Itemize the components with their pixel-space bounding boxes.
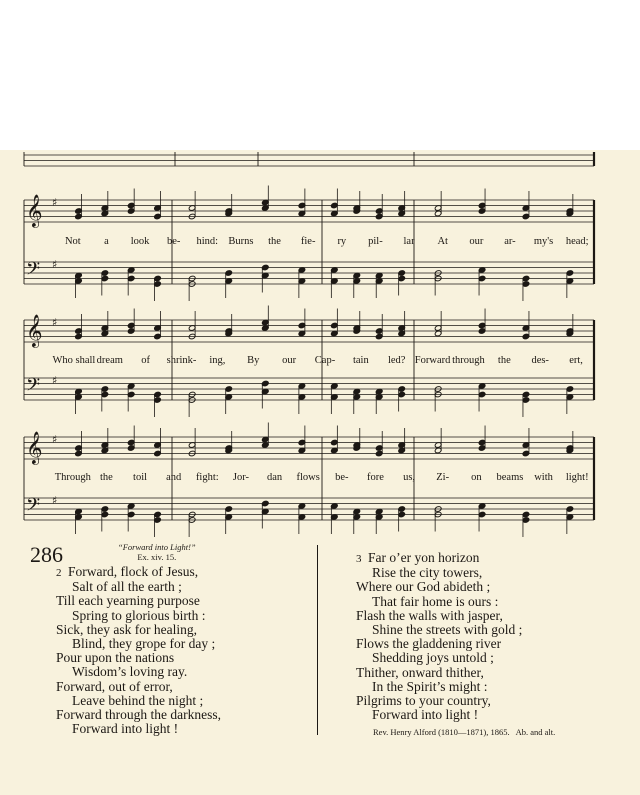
sharp-icon: ♯ — [52, 494, 58, 507]
lyric-syllable: des- — [531, 355, 549, 366]
lyric-syllable: and — [166, 472, 182, 483]
hymn-number: 286 — [30, 542, 63, 567]
lyric-syllable: dan — [266, 472, 283, 483]
treble-clef-icon: 𝄞 — [26, 314, 43, 347]
verse-line — [356, 595, 522, 609]
lyric-syllable: on — [471, 472, 482, 483]
lyric-syllable: ar- — [504, 236, 516, 247]
lyric-syllable: fight: — [195, 472, 219, 483]
verse-line — [356, 580, 522, 594]
verse-line-text: Forward, out of error, — [56, 678, 173, 694]
verse-line — [56, 565, 221, 580]
hymn-title: “Forward into Light!” — [118, 542, 196, 552]
verse-line-text: Forward into light ! — [372, 707, 479, 723]
lyric-syllable: Not — [64, 236, 81, 247]
verse-line — [56, 609, 221, 623]
verse-line-text: Sick, they ask for healing, — [56, 621, 197, 637]
verse-line-text: Forward, flock of Jesus, — [68, 564, 199, 579]
verse-line — [56, 708, 221, 722]
bass-clef-icon: 𝄢 — [26, 259, 41, 284]
verse-line-text: Thither, onward thither, — [356, 664, 484, 680]
verse-line-text: Forward into light ! — [72, 721, 179, 737]
verse-line-text: Spring to glorious birth : — [72, 607, 206, 623]
lyric-syllable: ry — [337, 236, 347, 247]
lyric-syllable: the — [100, 472, 113, 483]
verse-line — [356, 708, 522, 722]
verse-line — [56, 594, 221, 608]
lyric-syllable: our — [282, 355, 297, 366]
lyric-syllable: beams — [496, 472, 524, 483]
verse-line — [56, 722, 221, 736]
bass-clef-icon: 𝄢 — [26, 495, 41, 520]
verse-line — [356, 694, 522, 708]
verse-line-text: Where our God abideth ; — [356, 579, 491, 595]
lyric-syllable: fore — [366, 472, 384, 483]
lyric-syllable: Zi- — [436, 472, 450, 483]
verse-line-text: That fair home is ours : — [372, 593, 499, 609]
verse-line — [56, 580, 221, 594]
lyric-syllable: Who shall — [52, 355, 96, 366]
lyric-syllable: the — [497, 355, 511, 366]
verse-2 — [56, 565, 221, 736]
alteration-note: Ab. and alt. — [515, 727, 556, 737]
lyric-syllable: Jor- — [232, 472, 249, 483]
lyric-syllable: with — [534, 472, 553, 483]
lyric-syllable: hind: — [196, 236, 219, 247]
verse-line-text: Rise the city towers, — [372, 565, 483, 581]
verse-line-text: Forward through the darkness, — [56, 707, 221, 723]
lyric-syllable: ert, — [569, 355, 583, 366]
sharp-icon: ♯ — [52, 258, 58, 271]
verse-line — [356, 651, 522, 665]
verse-line — [56, 651, 221, 665]
verse-line — [356, 566, 522, 580]
column-divider — [317, 545, 318, 735]
lyric-syllable: head; — [565, 236, 589, 247]
sharp-icon: ♯ — [52, 316, 58, 329]
lyric-syllable: Forward — [414, 355, 451, 366]
verse-line-text: Wisdom’s loving ray. — [72, 664, 188, 680]
author-credit-text: Rev. Henry Alford (1810—1871), 1865. — [373, 727, 510, 737]
lyric-syllable: ing, — [209, 355, 226, 366]
lyric-syllable: flows — [296, 472, 320, 483]
lyric-syllable: Burns — [228, 236, 254, 247]
scripture-reference: Ex. xiv. 15. — [137, 552, 177, 562]
lyric-syllable: the — [268, 236, 281, 247]
verse-line — [356, 609, 522, 623]
verse-line-text: Far o’er yon horizon — [368, 550, 480, 565]
lyric-syllable: At — [437, 236, 448, 247]
verse-line — [56, 623, 221, 637]
verse-line-text: Pilgrims to your country, — [356, 693, 491, 709]
lyric-syllable: be- — [335, 472, 349, 483]
verse-line — [356, 680, 522, 694]
lyric-syllable: my's — [533, 236, 554, 247]
lyric-syllable: through — [452, 355, 485, 366]
lyric-syllable: tain — [352, 355, 369, 366]
lyric-syllable: led? — [387, 355, 406, 366]
lyric-syllable: be- — [166, 236, 181, 247]
verse-number: 3 — [356, 553, 362, 565]
lyric-syllable: pil- — [368, 236, 383, 247]
hymn-title-block — [118, 542, 196, 562]
verse-line — [356, 637, 522, 651]
verse-line-text: Flows the gladdening river — [356, 636, 502, 652]
verse-line-text: Till each yearning purpose — [56, 593, 200, 609]
sharp-icon: ♯ — [52, 196, 58, 209]
verse-line-text: In the Spirit’s might : — [372, 678, 488, 694]
lyric-syllable: us, — [403, 472, 416, 483]
author-credit — [373, 727, 555, 737]
lyric-syllable: shrink- — [166, 355, 197, 366]
sharp-icon: ♯ — [52, 433, 58, 446]
lyric-syllable: lar — [403, 236, 415, 247]
lyric-syllable: Through — [54, 472, 91, 483]
verse-line-text: Leave behind the night ; — [72, 692, 204, 708]
sharp-icon: ♯ — [52, 374, 58, 387]
lyric-syllable: light! — [565, 472, 589, 483]
lyric-syllable: Cap- — [314, 355, 336, 366]
lyric-syllable: of — [141, 355, 151, 366]
lyric-syllable: look — [130, 236, 150, 247]
verse-line — [356, 551, 522, 566]
verse-line — [56, 680, 221, 694]
bass-clef-icon: 𝄢 — [26, 375, 41, 400]
verse-line — [356, 666, 522, 680]
verse-line-text: Flash the walls with jasper, — [356, 607, 503, 623]
lyric-syllable: a — [104, 236, 109, 247]
lyric-syllable: dream — [96, 355, 123, 366]
verse-number: 2 — [56, 567, 62, 579]
verse-line-text: Pour upon the nations — [56, 650, 175, 666]
verse-line — [56, 637, 221, 651]
verse-line — [56, 694, 221, 708]
treble-clef-icon: 𝄞 — [26, 194, 43, 227]
verse-line — [356, 623, 522, 637]
verse-3 — [356, 551, 522, 722]
verse-line — [56, 665, 221, 679]
lyric-syllable: our — [469, 236, 484, 247]
lyric-syllable: fie- — [300, 236, 316, 247]
verse-line-text: Salt of all the earth ; — [72, 579, 182, 595]
verse-line-text: Shedding joys untold ; — [372, 650, 494, 666]
verse-line-text: Blind, they grope for day ; — [72, 636, 216, 652]
treble-clef-icon: 𝄞 — [26, 431, 43, 464]
lyric-syllable: toil — [133, 472, 148, 483]
lyric-syllable: By — [247, 355, 260, 366]
verse-line-text: Shine the streets with gold ; — [372, 622, 523, 638]
